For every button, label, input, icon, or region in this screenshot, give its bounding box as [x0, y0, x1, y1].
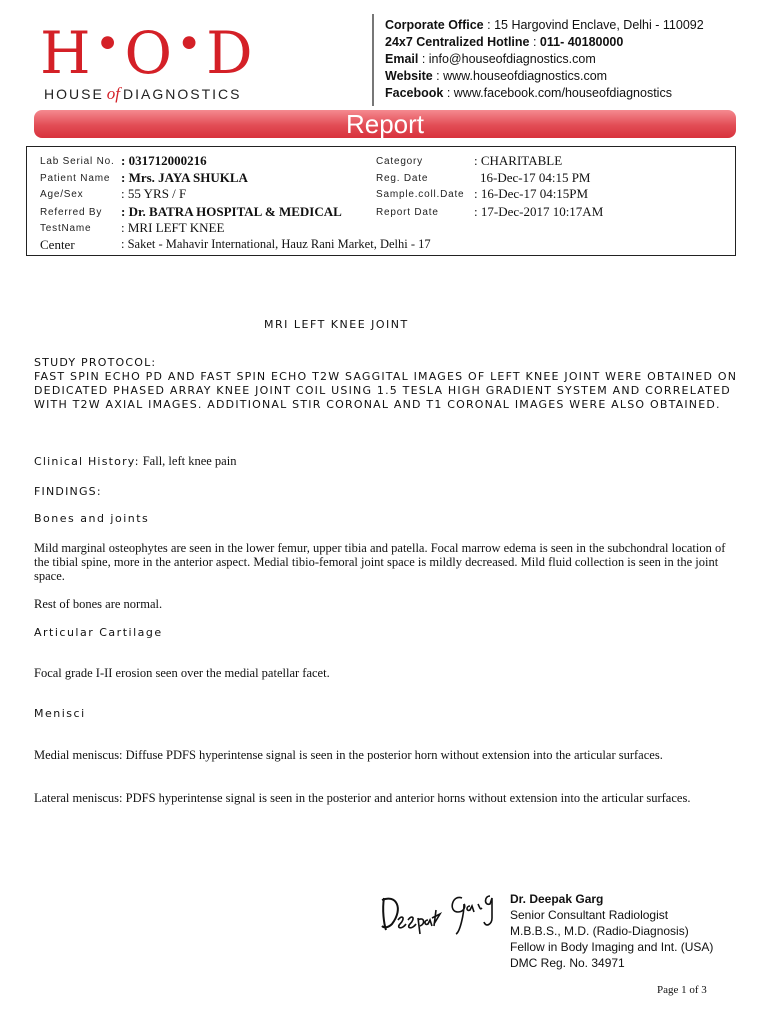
referred-by-label: Referred By — [40, 207, 103, 218]
category-value: : CHARITABLE — [474, 153, 563, 168]
page-number: Page 1 of 3 — [657, 984, 707, 996]
logo-letter-d: D — [206, 19, 254, 87]
age-sex-label: Age/Sex — [40, 189, 84, 200]
clinical-history-label: Clinical History: — [34, 455, 140, 468]
sample-date-value: : 16-Dec-17 04:15PM — [474, 186, 589, 201]
contact-corporate-office: Corporate Office : 15 Hargovind Enclave, Delhi - 110092 — [385, 18, 704, 32]
category-label: Category — [376, 156, 423, 167]
doctor-fellowship: Fellow in Body Imaging and Int. (USA) — [510, 940, 714, 954]
menisci-heading: Menisci — [34, 707, 86, 720]
doctor-name: Dr. Deepak Garg — [510, 892, 604, 906]
contact-email[interactable]: Email : info@houseofdiagnostics.com — [385, 52, 596, 66]
findings-heading: FINDINGS: — [34, 485, 102, 498]
reg-date-value: 16-Dec-17 04:15 PM — [480, 170, 591, 185]
report-date-value: : 17-Dec-2017 10:17AM — [474, 204, 604, 219]
doctor-degrees: M.B.B.S., M.D. (Radio-Diagnosis) — [510, 924, 689, 938]
doctor-designation: Senior Consultant Radiologist — [510, 908, 669, 922]
logo-letter-h: H — [40, 19, 92, 87]
lab-serial-value: : 031712000216 — [121, 153, 207, 168]
cartilage-text: Focal grade I-II erosion seen over the medial patellar facet. — [34, 666, 330, 680]
lab-serial-label: Lab Serial No. — [40, 156, 115, 167]
test-name-label: TestName — [40, 223, 92, 234]
rest-of-bones-text: Rest of bones are normal. — [34, 597, 163, 611]
report-banner-title: Report — [345, 109, 425, 139]
sample-date-label: Sample.coll.Date — [376, 189, 465, 200]
bones-text: Mild marginal osteophytes are seen in the lower femur, upper tibia and patella. Focal marrow edema is seen in the subchondral location of the tibial spine, more in the anterior aspect. Medial tibio-femoral joint space is mildly decreased. Mild fluid collection is seen in the joint space. — [34, 541, 726, 583]
test-name-value: : MRI LEFT KNEE — [121, 220, 225, 235]
contact-facebook[interactable]: Facebook : www.facebook.com/houseofdiagnostics — [385, 86, 672, 100]
center-label: Center — [40, 237, 75, 252]
logo-subtitle: HOUSE of DIAGNOSTICS — [44, 84, 242, 103]
clinical-history — [34, 454, 236, 469]
patient-name-label: Patient Name — [40, 173, 111, 184]
report-title: MRI LEFT KNEE JOINT — [264, 318, 409, 331]
cartilage-heading: Articular Cartilage — [34, 626, 163, 639]
contact-hotline: 24x7 Centralized Hotline : 011- 40180000 — [385, 35, 624, 49]
protocol-heading: STUDY PROTOCOL: — [34, 356, 157, 369]
reg-date-label: Reg. Date — [376, 173, 429, 184]
age-sex-value: : 55 YRS / F — [121, 186, 187, 201]
bones-heading: Bones and joints — [34, 512, 150, 525]
medial-meniscus-text: Medial meniscus: Diffuse PDFS hyperintense signal is seen in the posterior horn without extension into the articular surfaces. — [34, 748, 663, 762]
referred-by-value: : Dr. BATRA HOSPITAL & MEDICAL — [121, 204, 342, 219]
report-date-label: Report Date — [376, 207, 439, 218]
center-value: : Saket - Mahavir International, Hauz Rani Market, Delhi - 17 — [121, 237, 431, 251]
patient-name-value: : Mrs. JAYA SHUKLA — [121, 170, 248, 185]
clinical-history-value: Fall, left knee pain — [139, 454, 237, 468]
brand-logo: H•O•D — [40, 19, 254, 87]
protocol-text: FAST SPIN ECHO PD AND FAST SPIN ECHO T2W SAGGITAL IMAGES OF LEFT KNEE JOINT WERE OBTAINED ON DEDICATED PHASED ARRAY KNEE JOINT COIL USING 1.5 TESLA HIGH GRADIENT SYSTEM AND CORRELATED WITH T2W AXIAL IMAGES. ADDITIONAL STIR CORONAL AND T1 CORONAL IMAGES WERE ALSO OBTAINED. — [34, 370, 738, 411]
doctor-signature — [378, 890, 503, 936]
header-divider — [372, 14, 374, 106]
contact-website[interactable]: Website : www.houseofdiagnostics.com — [385, 69, 608, 83]
lateral-meniscus-text: Lateral meniscus: PDFS hyperintense signal is seen in the posterior and anterior horns without extension into the articular surfaces. — [34, 791, 691, 805]
logo-letter-o: O — [124, 19, 174, 87]
doctor-reg-no: DMC Reg. No. 34971 — [510, 956, 625, 970]
